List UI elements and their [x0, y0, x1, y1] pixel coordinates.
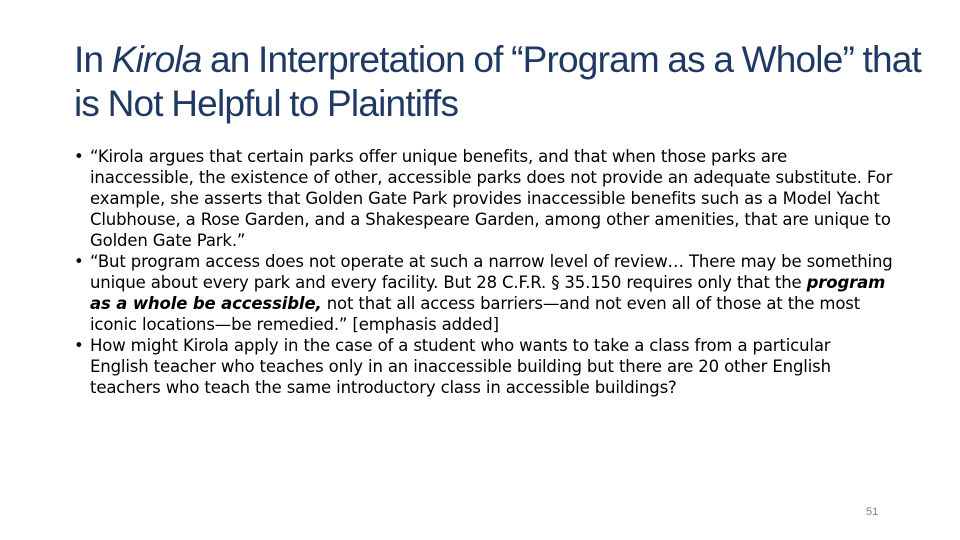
- bullet-text: How might Kirola apply in the case of a student who wants to take a class from a particular English teacher who teaches only in an inaccessible building but there are 20 other English teachers who teach the same introductory class in accessible buildings?: [90, 336, 831, 397]
- page-number: 51: [866, 506, 879, 518]
- bullet-emphasis: program as a whole be accessible,: [90, 273, 886, 313]
- bullet-dot: •: [74, 147, 84, 166]
- bullet-text-after: not that all access barriers—and not even all of those at the most iconic locations—be remedied.” [emphasis added]: [90, 294, 861, 334]
- bullet-list: [74, 146, 894, 398]
- bullet-item-3: [74, 335, 894, 398]
- slide-title: [74, 38, 934, 126]
- bullet-dot: •: [74, 252, 84, 271]
- title-suffix: an Interpretation of “Program as a Whole” that is Not Helpful to Plaintiffs: [74, 39, 921, 124]
- bullet-item-1: [74, 146, 894, 251]
- bullet-text: “Kirola argues that certain parks offer unique benefits, and that when those parks are inaccessible, the existence of other, accessible parks does not provide an adequate substitute. For example, she asserts that Golden Gate Park provides inaccessible benefits such as a Model Yacht Clubhouse, a Rose Garden, and a Shakespeare Garden, among other amenities, that are unique to Golden Gate Park.”: [90, 147, 893, 250]
- title-italic-case-name: Kirola: [111, 39, 202, 80]
- bullet-text-before: “But program access does not operate at such a narrow level of review… There may be something unique about every park and every facility. But 28 C.F.R. § 35.150 requires only that the: [90, 252, 893, 292]
- bullet-item-2: [74, 251, 894, 335]
- title-prefix: In: [74, 39, 112, 80]
- bullet-dot: •: [74, 336, 84, 355]
